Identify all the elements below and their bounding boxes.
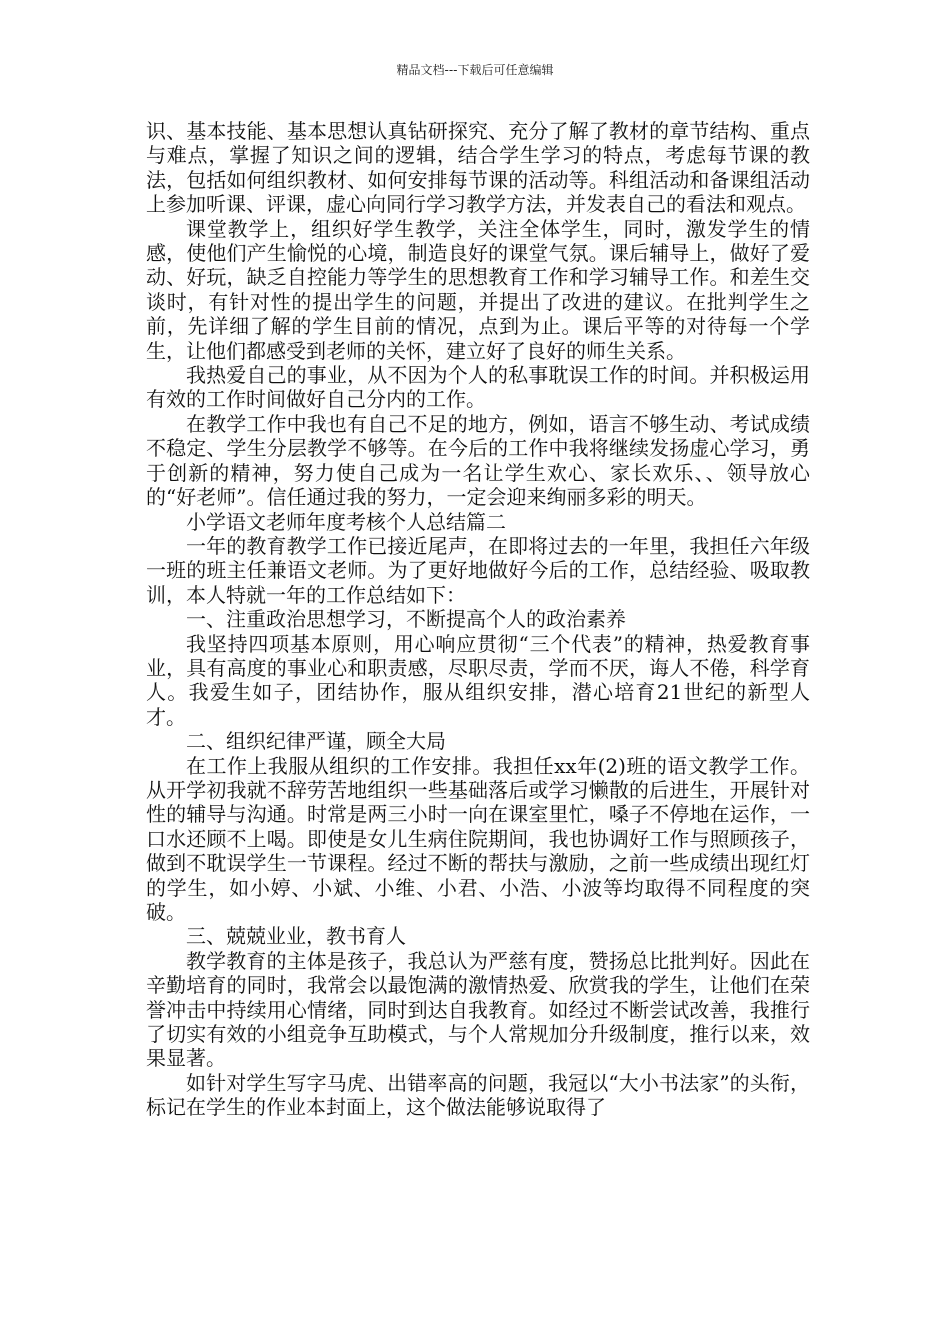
- paragraph: 识、基本技能、基本思想认真钻研探究、充分了解了教材的章节结构、重点与难点，掌握了知识之间的逻辑，结合学生学习的特点，考虑每节课的教法，包括如何组织教材、如何安排每节课的活动等。科组活动和备课组活动上参加听课、评课，虚心向同行学习教学方法，并发表自己的看法和观点。: [146, 119, 810, 217]
- page-header: 精品文档---下载后可任意编辑: [396, 63, 554, 77]
- paragraph: 课堂教学上，组织好学生教学，关注全体学生，同时，激发学生的情感，使他们产生愉悦的心境，制造良好的课堂气氛。课后辅导上，做好了爱动、好玩，缺乏自控能力等学生的思想教育工作和学习辅导工作。和差生交谈时，有针对性的提出学生的问题，并提出了改进的建议。在批判学生之前，先详细了解的学生目前的情况，点到为止。课后平等的对待每一个学生，让他们都感受到老师的关怀，建立好了良好的师生关系。: [146, 216, 810, 363]
- paragraph: 在教学工作中我也有自己不足的地方，例如，语言不够生动、考试成绩不稳定、学生分层教学不够等。在今后的工作中我将继续发扬虚心学习，勇于创新的精神，努力使自己成为一名让学生欢心、家长欢乐、、领导放心的“好老师”。信任通过我的努力，一定会迎来绚丽多彩的明天。: [146, 411, 810, 510]
- section-heading: 三、兢兢业业，教书育人: [186, 924, 406, 949]
- paragraph: 一年的教育教学工作已接近尾声，在即将过去的一年里，我担任六年级一班的班主任兼语文老师。为了更好地做好今后的工作，总结经验、吸取教训，本人特就一年的工作总结如下：: [146, 533, 810, 607]
- section-heading: 一、注重政治思想学习，不断提高个人的政治素养: [186, 607, 626, 632]
- paragraph: 我坚持四项基本原则，用心响应贯彻“三个代表”的精神，热爱教育事业，具有高度的事业心和职责感，尽职尽责，学而不厌，诲人不倦，科学育人。我爱生如子，团结协作，服从组织安排，潜心培育21世纪的新型人才。: [146, 631, 810, 729]
- paragraph: 教学教育的主体是孩子，我总认为严慈有度，赞扬总比批判好。因此在辛勤培育的同时，我常会以最饱满的激情热爱、欣赏我的学生，让他们在荣誉冲击中持续用心情绪，同时到达自我教育。如经过不断尝试改善，我推行了切实有效的小组竞争互助模式，与个人常规加分升级制度，推行以来，效果显著。: [146, 948, 810, 1071]
- paragraph: 在工作上我服从组织的工作安排。我担任xx年(2)班的语文教学工作。从开学初我就不辞劳苦地组织一些基础落后或学习懒散的后进生，开展针对性的辅导与沟通。时常是两三小时一向在课室里忙，嗓子不停地在运作，一口水还顾不上喝。即使是女儿生病住院期间，我也协调好工作与照顾孩子，做到不耽误学生一节课程。经过不断的帮扶与激励，之前一些成绩出现红灯的学生，如小婷、小斌、小维、小君、小浩、小波等均取得不同程度的突破。: [146, 753, 810, 924]
- section-title: 小学语文老师年度考核个人总结篇二: [186, 509, 506, 534]
- paragraph: 如针对学生写字马虎、出错率高的问题，我冠以“大小书法家”的头衔，标记在学生的作业本封面上，这个做法能够说取得了: [146, 1070, 810, 1120]
- document-body: [146, 119, 810, 1120]
- section-heading: 二、组织纪律严谨，顾全大局: [186, 729, 446, 754]
- paragraph: 我热爱自己的事业，从不因为个人的私事耽误工作的时间。并积极运用有效的工作时间做好自己分内的工作。: [146, 363, 810, 412]
